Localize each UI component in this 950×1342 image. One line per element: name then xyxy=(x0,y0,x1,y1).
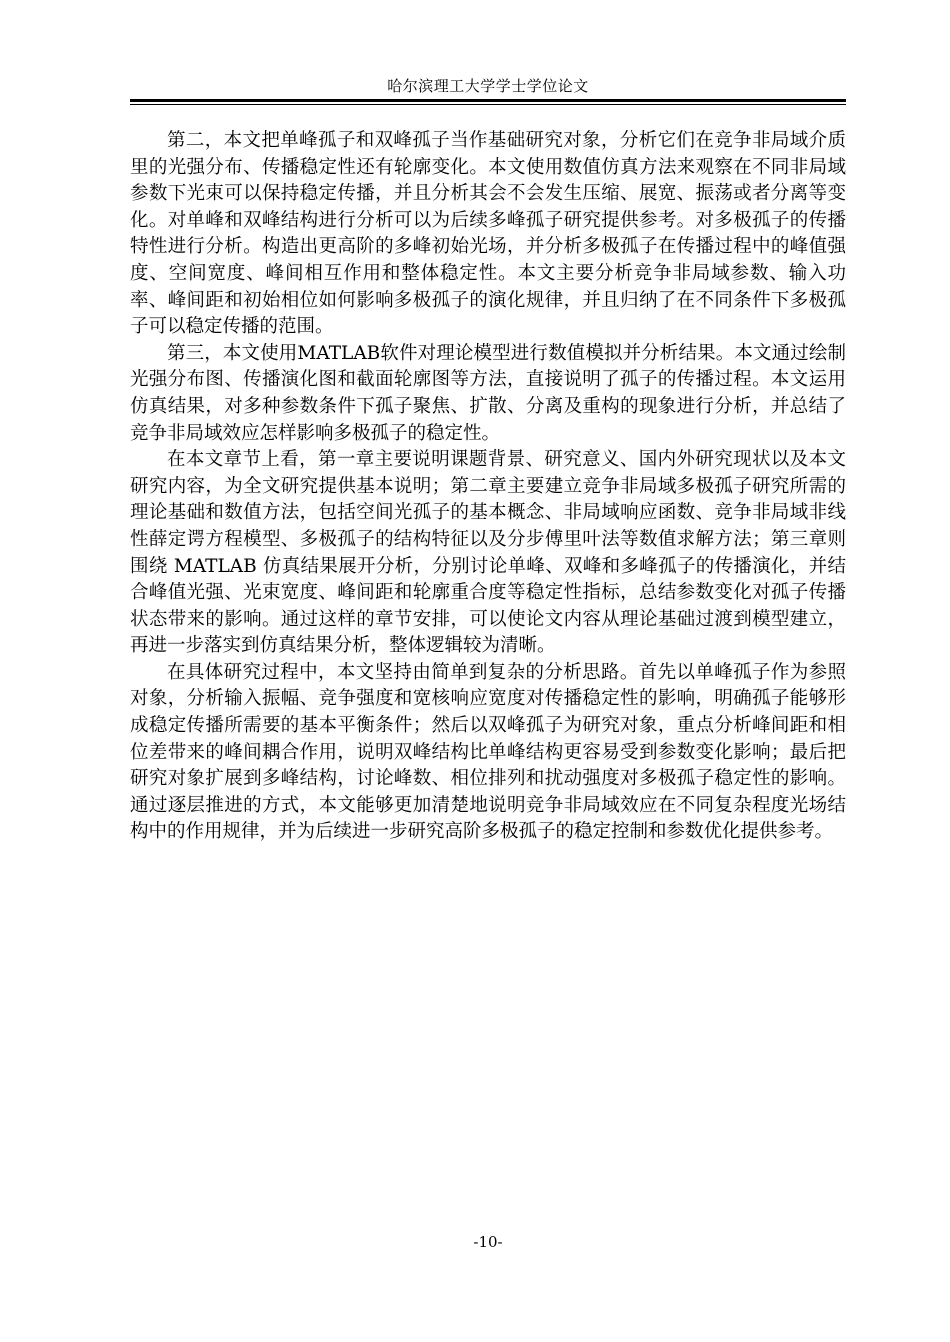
paragraph-1: 第二，本文把单峰孤子和双峰孤子当作基础研究对象，分析它们在竞争非局域介质里的光强分布、传播稳定性还有轮廓变化。本文使用数值仿真方法来观察在不同非局域参数下光束可以保持稳定传播，并且分析其会不会发生压缩、展宽、振荡或者分离等变化。对单峰和双峰结构进行分析可以为后续多峰孤子研究提供参考。对多极孤子的传播特性进行分析。构造出更高阶的多峰初始光场，并分析多极孤子在传播过程中的峰值强度、空间宽度、峰间相互作用和整体稳定性。本文主要分析竞争非局域参数、输入功率、峰间距和初始相位如何影响多极孤子的演化规律，并且归纳了在不同条件下多极孤子可以稳定传播的范围。 xyxy=(130,130,846,338)
header-rule-thin xyxy=(130,104,846,105)
header-rule-thick xyxy=(130,99,846,102)
paragraph-3: 在本文章节上看，第一章主要说明课题背景、研究意义、国内外研究现状以及本文研究内容，为全文研究提供基本说明；第二章主要建立竞争非局域多极孤子研究所需的理论基础和数值方法，包括空间光孤子的基本概念、非局域响应函数、竞争非局域非线性薛定谔方程模型、多极孤子的结构特征以及分步傅里叶法等数值求解方法；第三章则围绕 MATLAB 仿真结果展开分析，分别讨论单峰、双峰和多峰孤子的传播演化，并结合峰值光强、光束宽度、峰间距和轮廓重合度等稳定性指标，总结参数变化对孤子传播状态带来的影响。通过这样的章节安排，可以使论文内容从理论基础过渡到模型建立，再进一步落实到仿真结果分析，整体逻辑较为清晰。 xyxy=(130,449,846,657)
paragraph-2: 第三，本文使用MATLAB软件对理论模型进行数值模拟并分析结果。本文通过绘制光强分布图、传播演化图和截面轮廓图等方法，直接说明了孤子的传播过程。本文运用仿真结果，对多种参数条件下孤子聚焦、扩散、分离及重构的现象进行分析，并总结了竞争非局域效应怎样影响多极孤子的稳定性。 xyxy=(130,342,846,444)
page-header-title: 哈尔滨理工大学学士学位论文 xyxy=(387,77,589,95)
paragraph-4: 在具体研究过程中，本文坚持由简单到复杂的分析思路。首先以单峰孤子作为参照对象，分析输入振幅、竞争强度和宽核响应宽度对传播稳定性的影响，明确孤子能够形成稳定传播所需要的基本平衡条件；然后以双峰孤子为研究对象，重点分析峰间距和相位差带来的峰间耦合作用，说明双峰结构比单峰结构更容易受到参数变化影响；最后把研究对象扩展到多峰结构，讨论峰数、相位排列和扰动强度对多极孤子稳定性的影响。通过逐层推进的方式，本文能够更加清楚地说明竞争非局域效应在不同复杂程度光场结构中的作用规律，并为后续进一步研究高阶多极孤子的稳定控制和参数优化提供参考。 xyxy=(130,661,846,843)
body-text xyxy=(130,128,846,846)
page-number: -10- xyxy=(473,1233,503,1251)
